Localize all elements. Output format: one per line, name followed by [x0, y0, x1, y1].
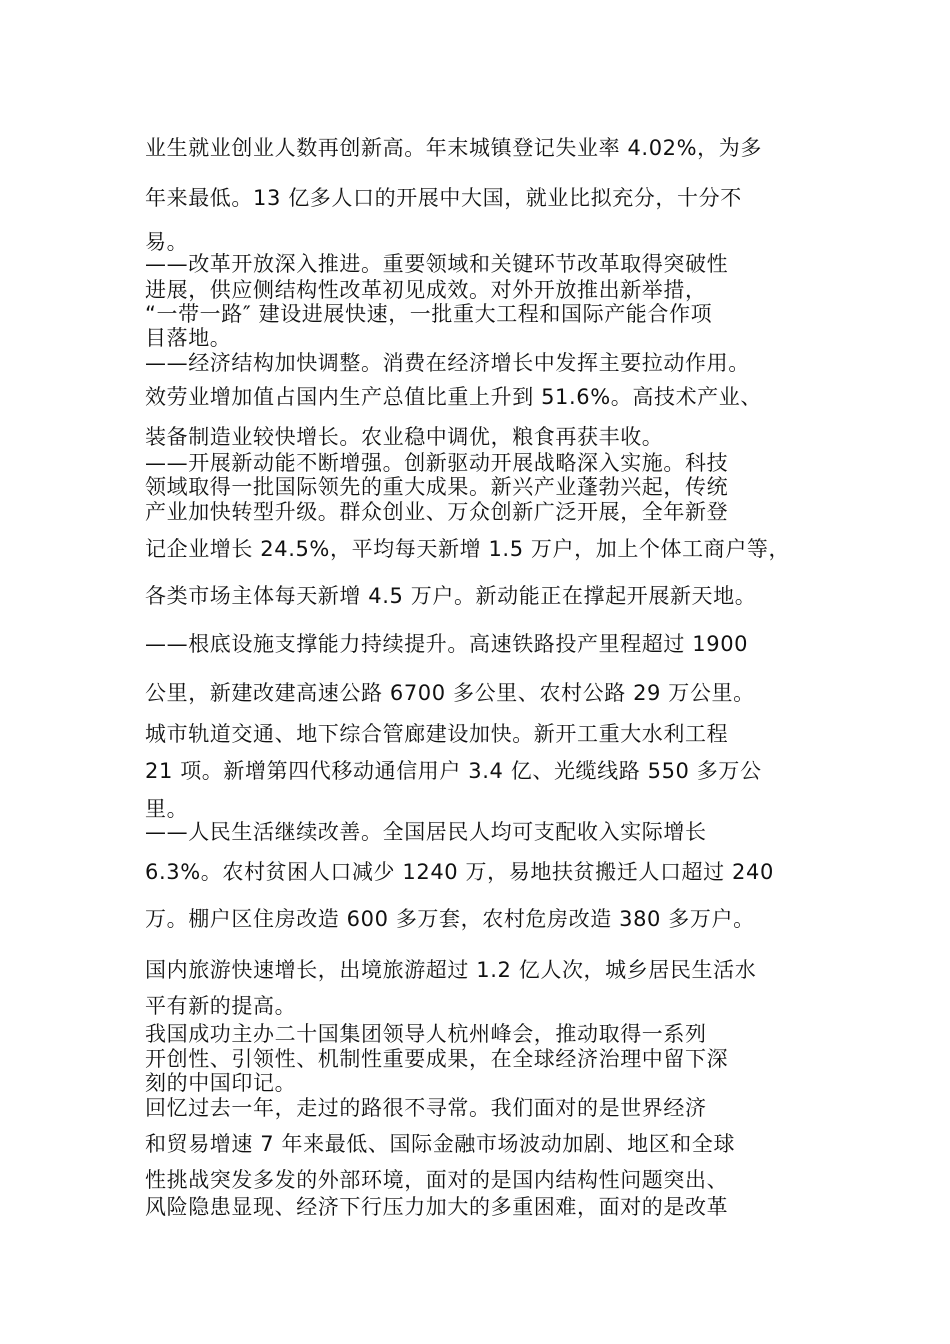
text-line: 性挑战突发多发的外部环境，面对的是国内结构性问题突出、 — [145, 1168, 729, 1192]
text-line: 国内旅游快速增长，出境旅游超过 1.2 亿人次，城乡居民生活水 — [145, 958, 757, 982]
text-line: 21 项。新增第四代移动通信用户 3.4 亿、光缆线路 550 多万公 — [145, 759, 762, 783]
text-line: 效劳业增加值占国内生产总值比重上升到 51.6%。高技术产业、 — [145, 385, 762, 409]
text-line: ——经济结构加快调整。消费在经济增长中发挥主要拉动作用。 — [145, 351, 750, 375]
text-line: 各类市场主体每天新增 4.5 万户。新动能正在撑起开展新天地。 — [145, 584, 757, 608]
text-line: ——开展新动能不断增强。创新驱动开展战略深入实施。科技 — [145, 451, 729, 475]
text-line: 易。 — [145, 230, 189, 254]
text-line: ——根底设施支撑能力持续提升。高速铁路投产里程超过 1900 — [145, 632, 749, 656]
text-line: 和贸易增速 7 年来最低、国际金融市场波动加剧、地区和全球 — [145, 1132, 736, 1156]
text-line: 领域取得一批国际领先的重大成果。新兴产业蓬勃兴起，传统 — [145, 475, 729, 499]
text-line: 平有新的提高。 — [145, 994, 297, 1018]
text-line: 我国成功主办二十国集团领导人杭州峰会，推动取得一系列 — [145, 1022, 707, 1046]
text-line: 产业加快转型升级。群众创业、万众创新广泛开展，全年新登 — [145, 500, 729, 524]
text-line: 开创性、引领性、机制性重要成果，在全球经济治理中留下深 — [145, 1047, 729, 1071]
text-line: 风险隐患显现、经济下行压力加大的多重困难，面对的是改革 — [145, 1195, 729, 1219]
text-line: 公里，新建改建高速公路 6700 多公里、农村公路 29 万公里。 — [145, 681, 755, 705]
text-line: 万。棚户区住房改造 600 多万套，农村危房改造 380 多万户。 — [145, 907, 755, 931]
text-line: 里。 — [145, 797, 189, 821]
text-line: 业生就业创业人数再创新高。年末城镇登记失业率 4.02%，为多 — [145, 136, 762, 160]
text-line: 目落地。 — [145, 326, 232, 350]
text-line: “一带一路″ 建设进展快速，一批重大工程和国际产能合作项 — [145, 302, 713, 326]
text-line: 记企业增长 24.5%，平均每天新增 1.5 万户，加上个体工商户等， — [145, 537, 791, 561]
text-line: 装备制造业较快增长。农业稳中调优，粮食再获丰收。 — [145, 425, 664, 449]
text-line: 刻的中国印记。 — [145, 1071, 297, 1095]
text-line: ——人民生活继续改善。全国居民人均可支配收入实际增长 — [145, 820, 707, 844]
text-line: 进展，供应侧结构性改革初见成效。对外开放推出新举措， — [145, 278, 707, 302]
text-line: 年来最低。13 亿多人口的开展中大国，就业比拟充分，十分不 — [145, 186, 742, 210]
text-line: ——改革开放深入推进。重要领域和关键环节改革取得突破性 — [145, 252, 729, 276]
text-line: 6.3%。农村贫困人口减少 1240 万，易地扶贫搬迁人口超过 240 — [145, 860, 774, 884]
text-line: 回忆过去一年，走过的路很不寻常。我们面对的是世界经济 — [145, 1096, 707, 1120]
text-line: 城市轨道交通、地下综合管廊建设加快。新开工重大水利工程 — [145, 722, 729, 746]
